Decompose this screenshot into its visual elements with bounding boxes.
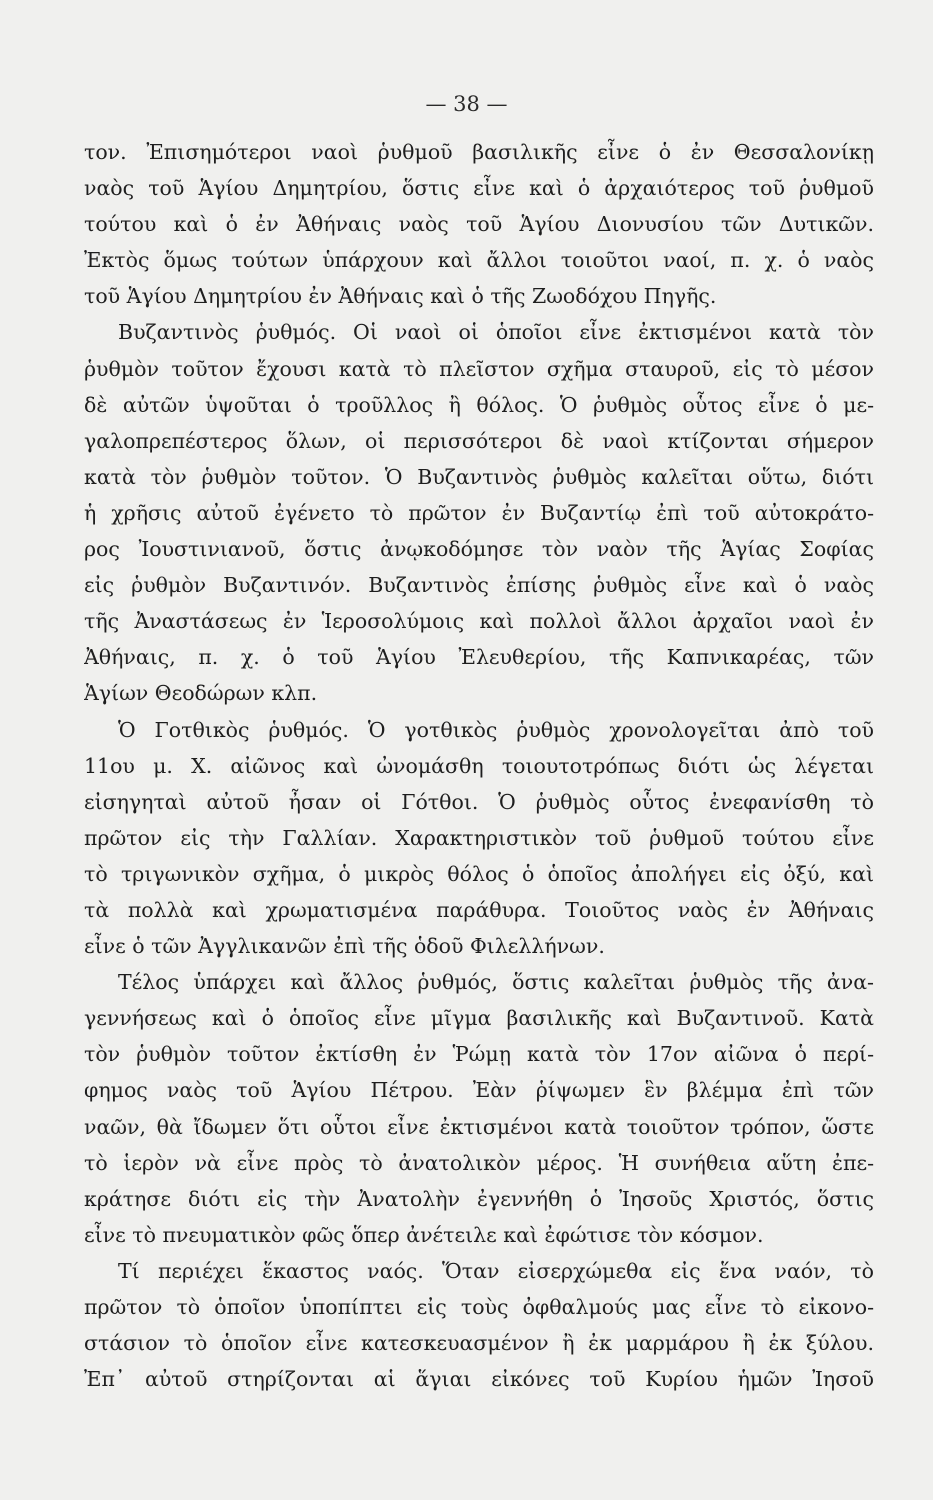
paragraph	[84, 964, 874, 1253]
body-text	[84, 134, 874, 1397]
text-line: Βυζαντινὸς ῥυθμός. Οἱ ναοὶ οἱ ὁποῖοι εἶνε ἐκτισμένοι κατὰ τὸν	[118, 320, 874, 345]
text-line: εἰσηγηταὶ αὐτοῦ ἦσαν οἱ Γότθοι. Ὁ ῥυθμὸς οὗτος ἐνεφανίσθη τὸ	[84, 789, 874, 814]
text-line: τὰ πολλὰ καὶ χρωματισμένα παράθυρα. Τοιοῦτος ναὸς ἐν Ἀθήναις	[84, 897, 874, 922]
paragraph	[84, 134, 874, 314]
text-line: εἶνε τὸ πνευματικὸν φῶς ὅπερ ἀνέτειλε καὶ ἐφώτισε τὸν κόσμον.	[84, 1222, 764, 1247]
text-line: Ἀθήναις, π. χ. ὁ τοῦ Ἁγίου Ἐλευθερίου, τῆς Καπνικαρέας, τῶν	[84, 645, 874, 670]
text-line: τὸ ἱερὸν νὰ εἶνε πρὸς τὸ ἀνατολικὸν μέρος. Ἡ συνήθεια αὕτη ἐπε-	[84, 1150, 874, 1175]
text-line: τὸν ῥυθμὸν τοῦτον ἐκτίσθη ἐν Ῥώμῃ κατὰ τὸν 17ον αἰῶνα ὁ περί-	[84, 1042, 874, 1067]
text-line: τον. Ἐπισημότεροι ναοὶ ῥυθμοῦ βασιλικῆς εἶνε ὁ ἐν Θεσσαλονίκῃ	[84, 140, 874, 164]
text-line: Ἐκτὸς ὅμως τούτων ὑπάρχουν καὶ ἄλλοι τοιοῦτοι ναοί, π. χ. ὁ ναὸς	[84, 248, 874, 273]
text-line: τοῦ Ἁγίου Δημητρίου ἐν Ἀθήναις καὶ ὁ τῆς Ζωοδόχου Πηγῆς.	[84, 284, 717, 309]
text-line: εἶνε ὁ τῶν Ἀγγλικανῶν ἐπὶ τῆς ὁδοῦ Φιλελλήνων.	[84, 934, 605, 959]
text-line: κατὰ τὸν ῥυθμὸν τοῦτον. Ὁ Βυζαντινὸς ῥυθμὸς καλεῖται οὕτω, διότι	[84, 464, 874, 489]
text-line: εἰς ῥυθμὸν Βυζαντινόν. Βυζαντινὸς ἐπίσης ῥυθμὸς εἶνε καὶ ὁ ναὸς	[84, 573, 874, 598]
text-line: γαλοπρεπέστερος ὅλων, οἱ περισσότεροι δὲ ναοὶ κτίζονται σήμερον	[84, 428, 874, 453]
text-line: φημος ναὸς τοῦ Ἁγίου Πέτρου. Ἐὰν ῥίψωμεν ἓν βλέμμα ἐπὶ τῶν	[84, 1078, 874, 1103]
text-line: τούτου καὶ ὁ ἐν Ἀθήναις ναὸς τοῦ Ἁγίου Διονυσίου τῶν Δυτικῶν.	[84, 212, 874, 237]
paragraph	[84, 314, 874, 711]
text-line: στάσιον τὸ ὁποῖον εἶνε κατεσκευασμένον ἢ ἐκ μαρμάρου ἢ ἐκ ξύλου.	[84, 1331, 874, 1356]
text-line: ρος Ἰουστινιανοῦ, ὅστις ἀνῳκοδόμησε τὸν ναὸν τῆς Ἁγίας Σοφίας	[84, 537, 874, 562]
page-number: — 38 —	[425, 92, 508, 116]
text-line: Ἁγίων Θεοδώρων κλπ.	[84, 681, 318, 706]
text-line: πρῶτον τὸ ὁποῖον ὑποπίπτει εἰς τοὺς ὀφθαλμούς μας εἶνε τὸ εἰκονο-	[84, 1295, 874, 1319]
text-line: γεννήσεως καὶ ὁ ὁποῖος εἶνε μῖγμα βασιλικῆς καὶ Βυζαντινοῦ. Κατὰ	[84, 1006, 874, 1031]
text-line: πρῶτον εἰς τὴν Γαλλίαν. Χαρακτηριστικὸν τοῦ ῥυθμοῦ τούτου εἶνε	[84, 825, 874, 850]
text-line: ἡ χρῆσις αὐτοῦ ἐγένετο τὸ πρῶτον ἐν Βυζαντίῳ ἐπὶ τοῦ αὐτοκράτο-	[84, 500, 874, 525]
text-line: Ὁ Γοτθικὸς ῥυθμός. Ὁ γοτθικὸς ῥυθμὸς χρονολογεῖται ἀπὸ τοῦ	[118, 717, 874, 742]
text-line: κράτησε διότι εἰς τὴν Ἀνατολὴν ἐγεννήθη ὁ Ἰησοῦς Χριστός, ὅστις	[84, 1186, 874, 1211]
text-line: Τέλος ὑπάρχει καὶ ἄλλος ῥυθμός, ὅστις καλεῖται ῥυθμὸς τῆς ἀνα-	[118, 970, 874, 995]
text-line: τὸ τριγωνικὸν σχῆμα, ὁ μικρὸς θόλος ὁ ὁποῖος ἀπολήγει εἰς ὀξύ, καὶ	[84, 861, 874, 886]
paragraph	[84, 712, 874, 965]
text-line: Ἐπ᾽ αὐτοῦ στηρίζονται αἱ ἅγιαι εἰκόνες τοῦ Κυρίου ἡμῶν Ἰησοῦ	[84, 1367, 874, 1392]
text-line: ναὸς τοῦ Ἁγίου Δημητρίου, ὅστις εἶνε καὶ ὁ ἀρχαιότερος τοῦ ῥυθμοῦ	[84, 176, 874, 201]
text-line: Τί περιέχει ἕκαστος ναός. Ὅταν εἰσερχώμεθα εἰς ἕνα ναόν, τὸ	[118, 1258, 874, 1283]
text-line: δὲ αὐτῶν ὑψοῦται ὁ τροῦλλος ἢ θόλος. Ὁ ῥυθμὸς οὗτος εἶνε ὁ με-	[84, 392, 874, 417]
text-line: ναῶν, θὰ ἴδωμεν ὅτι οὗτοι εἶνε ἐκτισμένοι κατὰ τοιοῦτον τρόπον, ὥστε	[84, 1114, 874, 1139]
text-line: ῥυθμὸν τοῦτον ἔχουσι κατὰ τὸ πλεῖστον σχῆμα σταυροῦ, εἰς τὸ μέσον	[84, 356, 874, 381]
text-line: 11ου μ. Χ. αἰῶνος καὶ ὠνομάσθη τοιουτοτρόπως διότι ὡς λέγεται	[84, 753, 874, 778]
text-line: τῆς Ἀναστάσεως ἐν Ἱεροσολύμοις καὶ πολλοὶ ἄλλοι ἀρχαῖοι ναοὶ ἐν	[84, 609, 874, 634]
paragraph	[84, 1253, 874, 1397]
